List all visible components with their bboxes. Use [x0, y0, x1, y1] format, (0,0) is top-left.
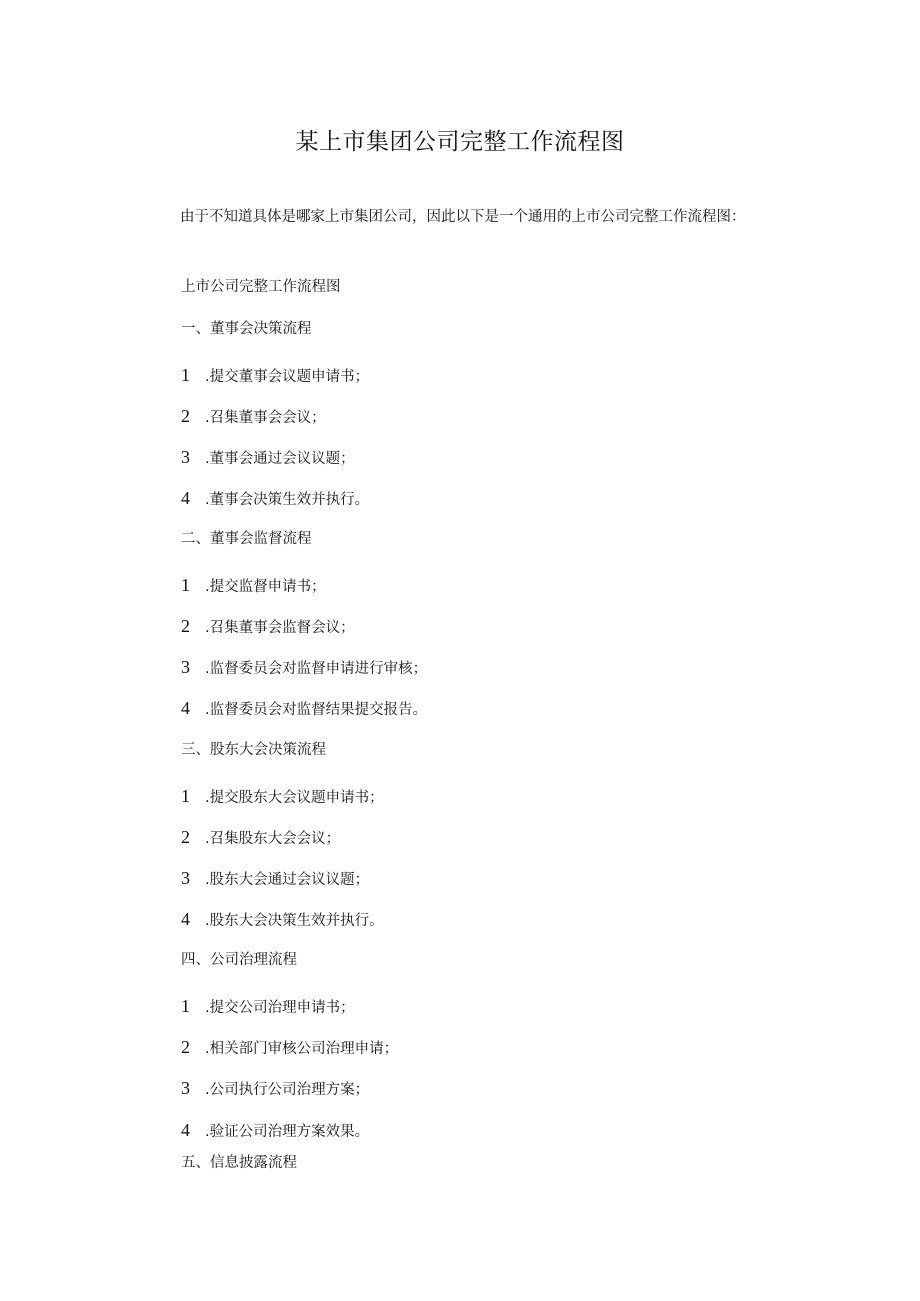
item-text: .提交董事会议题申请书； [205, 369, 370, 385]
item-number: 4 [181, 909, 190, 929]
list-item [181, 364, 369, 388]
item-text: .提交公司治理申请书； [205, 1000, 355, 1016]
item-number: 3 [181, 657, 190, 677]
item-text: .监督委员会对监督结果提交报告。 [205, 702, 428, 718]
list-item [181, 405, 326, 429]
list-item [181, 1077, 369, 1101]
item-number: 4 [181, 698, 190, 718]
item-text: .召集董事会监督会议； [205, 620, 355, 636]
list-item [181, 656, 427, 680]
item-text: .验证公司治理方案效果。 [205, 1124, 370, 1140]
item-text: .董事会决策生效并执行。 [205, 492, 370, 508]
item-number: 2 [181, 616, 190, 636]
item-number: 1 [181, 365, 190, 385]
section-heading: 五、信息披露流程 [181, 1155, 297, 1171]
item-number: 1 [181, 786, 190, 806]
item-text: .董事会通过会议议题； [205, 451, 355, 467]
item-text: .公司执行公司治理方案； [205, 1082, 370, 1098]
item-number: 3 [181, 1078, 190, 1098]
item-number: 2 [181, 1037, 190, 1057]
item-number: 1 [181, 575, 190, 595]
subtitle: 上市公司完整工作流程图 [181, 279, 341, 295]
list-item [181, 487, 369, 511]
list-item [181, 1036, 398, 1060]
list-item [181, 867, 369, 891]
item-text: .提交股东大会议题申请书； [205, 790, 384, 806]
section-heading: 一、董事会决策流程 [181, 321, 312, 337]
item-text: .召集股东大会会议； [205, 831, 341, 847]
item-number: 3 [181, 868, 190, 888]
item-text: .提交监督申请书； [205, 579, 326, 595]
item-number: 3 [181, 447, 190, 467]
list-item [181, 826, 340, 850]
list-item [181, 615, 355, 639]
list-item [181, 446, 355, 470]
item-text: .召集董事会会议； [205, 410, 326, 426]
intro-paragraph: 由于不知道具体是哪家上市集团公司，因此以下是一个通用的上市公司完整工作流程图： [180, 209, 746, 225]
section-heading: 三、股东大会决策流程 [181, 742, 326, 758]
item-number: 2 [181, 827, 190, 847]
item-text: .股东大会决策生效并执行。 [205, 913, 384, 929]
item-number: 1 [181, 996, 190, 1016]
item-number: 2 [181, 406, 190, 426]
item-text: .监督委员会对监督申请进行审核； [205, 661, 428, 677]
section-heading: 四、公司治理流程 [181, 952, 297, 968]
item-number: 4 [181, 488, 190, 508]
list-item [181, 785, 384, 809]
item-number: 4 [181, 1120, 190, 1140]
list-item [181, 697, 427, 721]
list-item [181, 908, 384, 932]
item-text: .股东大会通过会议议题； [205, 872, 370, 888]
document-title: 某上市集团公司完整工作流程图 [295, 129, 625, 155]
list-item [181, 574, 326, 598]
list-item [181, 1119, 369, 1143]
section-heading: 二、董事会监督流程 [181, 531, 312, 547]
list-item [181, 995, 355, 1019]
item-text: .相关部门审核公司治理申请； [205, 1041, 399, 1057]
